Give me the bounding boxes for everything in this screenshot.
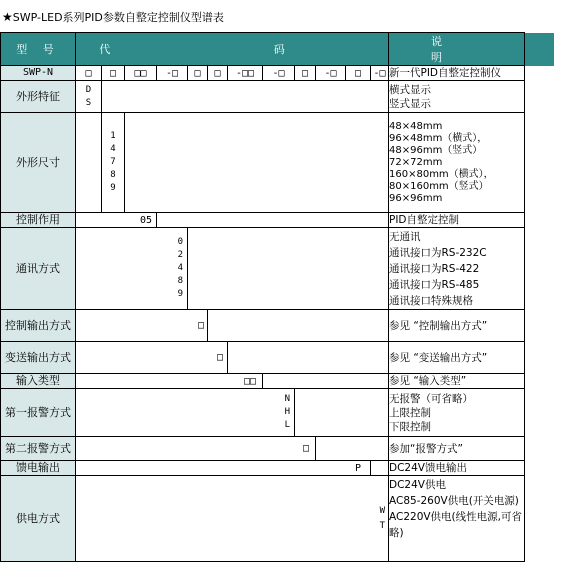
control-desc: PID自整定控制 (389, 213, 525, 228)
model-code: -□ (316, 66, 346, 81)
comm-desc (389, 228, 525, 310)
model-desc: 新一代PID自整定控制仪 (389, 66, 525, 81)
row-power (1, 476, 555, 562)
input-code: □□ (76, 374, 263, 389)
desc-line: AC220V供电(线性电源,可省略) (389, 511, 522, 539)
star-icon: ★ (2, 10, 13, 24)
alarm1-codes (76, 389, 295, 437)
alarm2-code: □ (76, 437, 316, 461)
code-option: T (379, 520, 385, 531)
code-option: 4 (177, 263, 183, 273)
row-label: 外形特征 (1, 81, 76, 113)
desc-line: AC85-260V供电(开关电源) (389, 495, 519, 507)
code-option: W (379, 505, 385, 516)
header-model: 型 号 (1, 33, 76, 66)
desc-line: 上限控制 (389, 406, 431, 419)
desc-line: 无报警（可省略） (389, 392, 473, 405)
page-title-text: SWP-LED系列PID参数自整定控制仪型谱表 (12, 11, 224, 24)
desc-line: 160×80mm（横式），80×160mm（竖式） (389, 168, 494, 192)
code-option: 0 (177, 237, 183, 247)
model-code: -□ (371, 66, 389, 81)
model-code: -□ (157, 66, 188, 81)
alarm2-desc: 参加“报警方式” (389, 437, 525, 461)
code-option: S (85, 97, 92, 108)
model-label: SWP-N (1, 66, 76, 81)
code-option: D (85, 84, 92, 95)
desc-line: 下限控制 (389, 420, 431, 433)
row-comm (1, 228, 555, 310)
code-option: N (284, 394, 290, 404)
desc-line: 48×48mm (389, 120, 443, 132)
row-label: 变送输出方式 (1, 342, 76, 374)
model-code: □ (188, 66, 208, 81)
desc-line: 竖式显示 (389, 97, 431, 110)
row-size (1, 113, 555, 213)
alarm1-desc (389, 389, 525, 437)
model-code: □□ (125, 66, 157, 81)
row-shape (1, 81, 555, 113)
model-code: -□ (263, 66, 295, 81)
row-trans-out (1, 342, 555, 374)
code-option: 1 (110, 131, 116, 141)
shape-desc (389, 81, 525, 113)
size-codes (102, 113, 125, 213)
ctrl-out-desc: 参见 “控制输出方式” (389, 310, 525, 342)
model-code: □ (208, 66, 228, 81)
model-row (1, 66, 555, 81)
row-label: 控制输出方式 (1, 310, 76, 342)
input-desc: 参见 “输入类型” (389, 374, 525, 389)
row-label: 供电方式 (1, 476, 76, 562)
code-option: 8 (177, 276, 183, 286)
desc-line: 通讯接口特殊规格 (389, 294, 473, 307)
code-option: 7 (110, 157, 116, 167)
row-label: 馈电输出 (1, 461, 76, 476)
model-spec-table (0, 32, 555, 562)
row-alarm1 (1, 389, 555, 437)
control-code: 05 (76, 213, 157, 228)
power-codes (76, 476, 389, 562)
code-option: 9 (110, 183, 116, 193)
desc-line: 通讯接口为RS-232C (389, 246, 487, 259)
row-label: 第一报警方式 (1, 389, 76, 437)
row-alarm2 (1, 437, 555, 461)
code-option: H (284, 407, 290, 417)
code-option: 4 (110, 144, 116, 154)
model-code: □ (102, 66, 125, 81)
feed-code: P (76, 461, 371, 476)
row-control (1, 213, 555, 228)
header-desc: 说 明 (389, 33, 525, 66)
code-option: L (284, 420, 290, 430)
row-feed (1, 461, 555, 476)
comm-codes (76, 228, 188, 310)
code-option: 2 (177, 250, 183, 260)
row-label: 控制作用 (1, 213, 76, 228)
model-code: -□□ (228, 66, 263, 81)
code-option: 9 (177, 289, 183, 299)
desc-line: 96×96mm (389, 192, 443, 204)
header-row (1, 33, 555, 66)
desc-line: 无通讯 (389, 230, 421, 243)
code-option: 8 (110, 170, 116, 180)
trans-out-desc: 参见 “变送输出方式” (389, 342, 525, 374)
desc-line: 48×96mm（竖式） (389, 144, 483, 156)
feed-desc: DC24V馈电输出 (389, 461, 525, 476)
row-label: 通讯方式 (1, 228, 76, 310)
desc-line: 通讯接口为RS-422 (389, 262, 480, 275)
desc-line: 72×72mm (389, 156, 443, 168)
row-label: 外形尺寸 (1, 113, 76, 213)
model-code: □ (76, 66, 102, 81)
row-input (1, 374, 555, 389)
page-title (2, 9, 224, 25)
ctrl-out-code: □ (76, 310, 208, 342)
desc-line: 96×48mm（横式）， (389, 132, 488, 144)
model-code: □ (346, 66, 371, 81)
shape-codes (76, 81, 102, 113)
header-code: 代 码 (76, 33, 389, 66)
power-desc (389, 476, 525, 562)
row-label: 第二报警方式 (1, 437, 76, 461)
model-code: □ (295, 66, 316, 81)
trans-out-code: □ (76, 342, 228, 374)
row-ctrl-out (1, 310, 555, 342)
desc-line: 通讯接口为RS-485 (389, 278, 480, 291)
row-label: 输入类型 (1, 374, 76, 389)
desc-line: DC24V供电 (389, 479, 446, 491)
desc-line: 横式显示 (389, 83, 431, 96)
size-desc (389, 113, 525, 213)
